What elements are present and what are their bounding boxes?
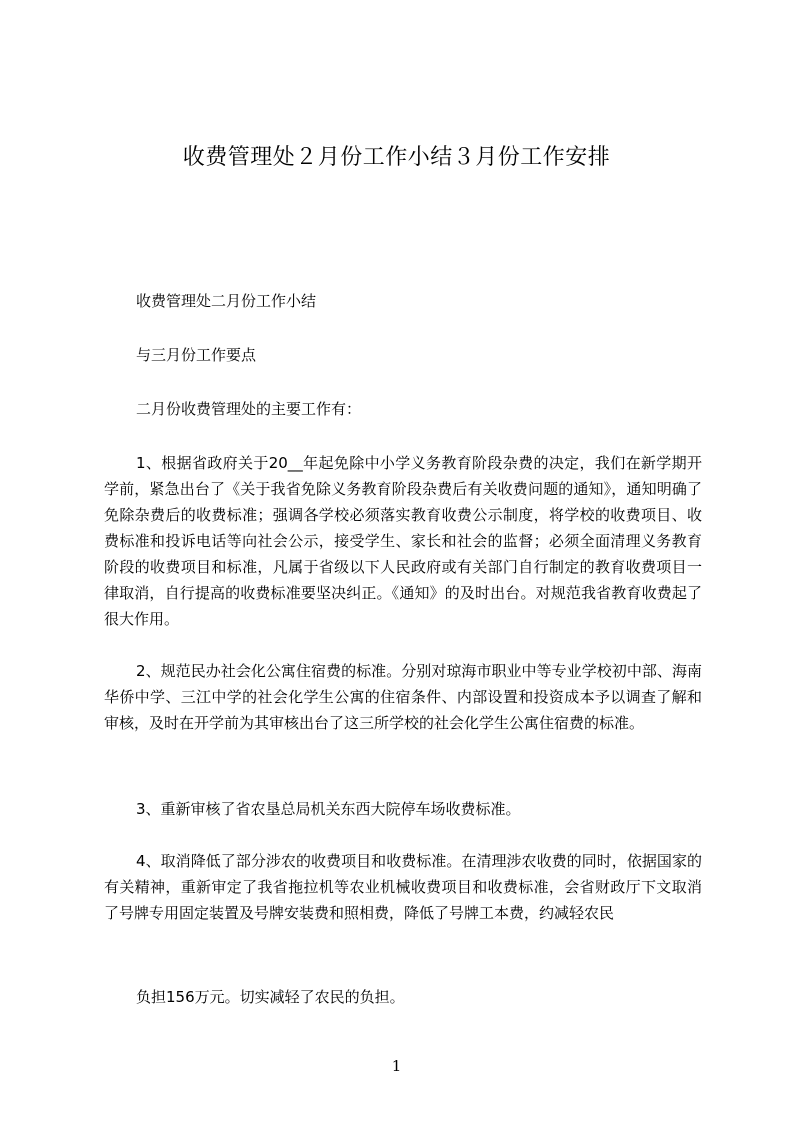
page-number: 1 [391,1057,402,1075]
page-title: 收费管理处２月份工作小结３月份工作安排 [182,145,611,170]
heading-line-1: 收费管理处二月份工作小结 [136,292,317,310]
paragraph-item-2: 2、规范民办社会化公寓住宿费的标准。分别对琼海市职业中等专业学校初中部、海南华侨中学、三江中学的社会化学生公寓的住宿条件、内部设置和投资成本予以调查了解和审核，及时在开学前为其审核出台了这三所学校的社会化学生公寓住宿费的标准。 [104,662,702,732]
intro-paragraph: 二月份收费管理处的主要工作有： [136,400,362,418]
paragraph-item-1: 1、根据省政府关于20__年起免除中小学义务教育阶段杂费的决定，我们在新学期开学前，紧急出台了《关于我省免除义务教育阶段杂费后有关收费问题的通知》，通知明确了免除杂费后的收费标准；强调各学校必须落实教育收费公示制度，将学校的收费项目、收费标准和投诉电话等向社会公示，接受学生、家长和社会的监督；必须全面清理义务教育阶段的收费项目和标准，凡属于省级以下人民政府或有关部门自行制定的教育收费项目一律取消，自行提高的收费标准要坚决纠正。《通知》的及时出台。对规范我省教育收费起了很大作用。 [104,454,702,628]
paragraph-item-4: 4、取消降低了部分涉农的收费项目和收费标准。在清理涉农收费的同时，依据国家的有关精神，重新审定了我省拖拉机等农业机械收费项目和收费标准，会省财政厅下文取消了号牌专用固定装置及号牌安装费和照相费，降低了号牌工本费，约减轻农民 [104,852,702,922]
paragraph-item-3: 3、重新审核了省农垦总局机关东西大院停车场收费标准。 [136,800,521,818]
heading-line-2: 与三月份工作要点 [136,346,257,364]
continuation-paragraph: 负担156万元。切实减轻了农民的负担。 [136,988,405,1006]
